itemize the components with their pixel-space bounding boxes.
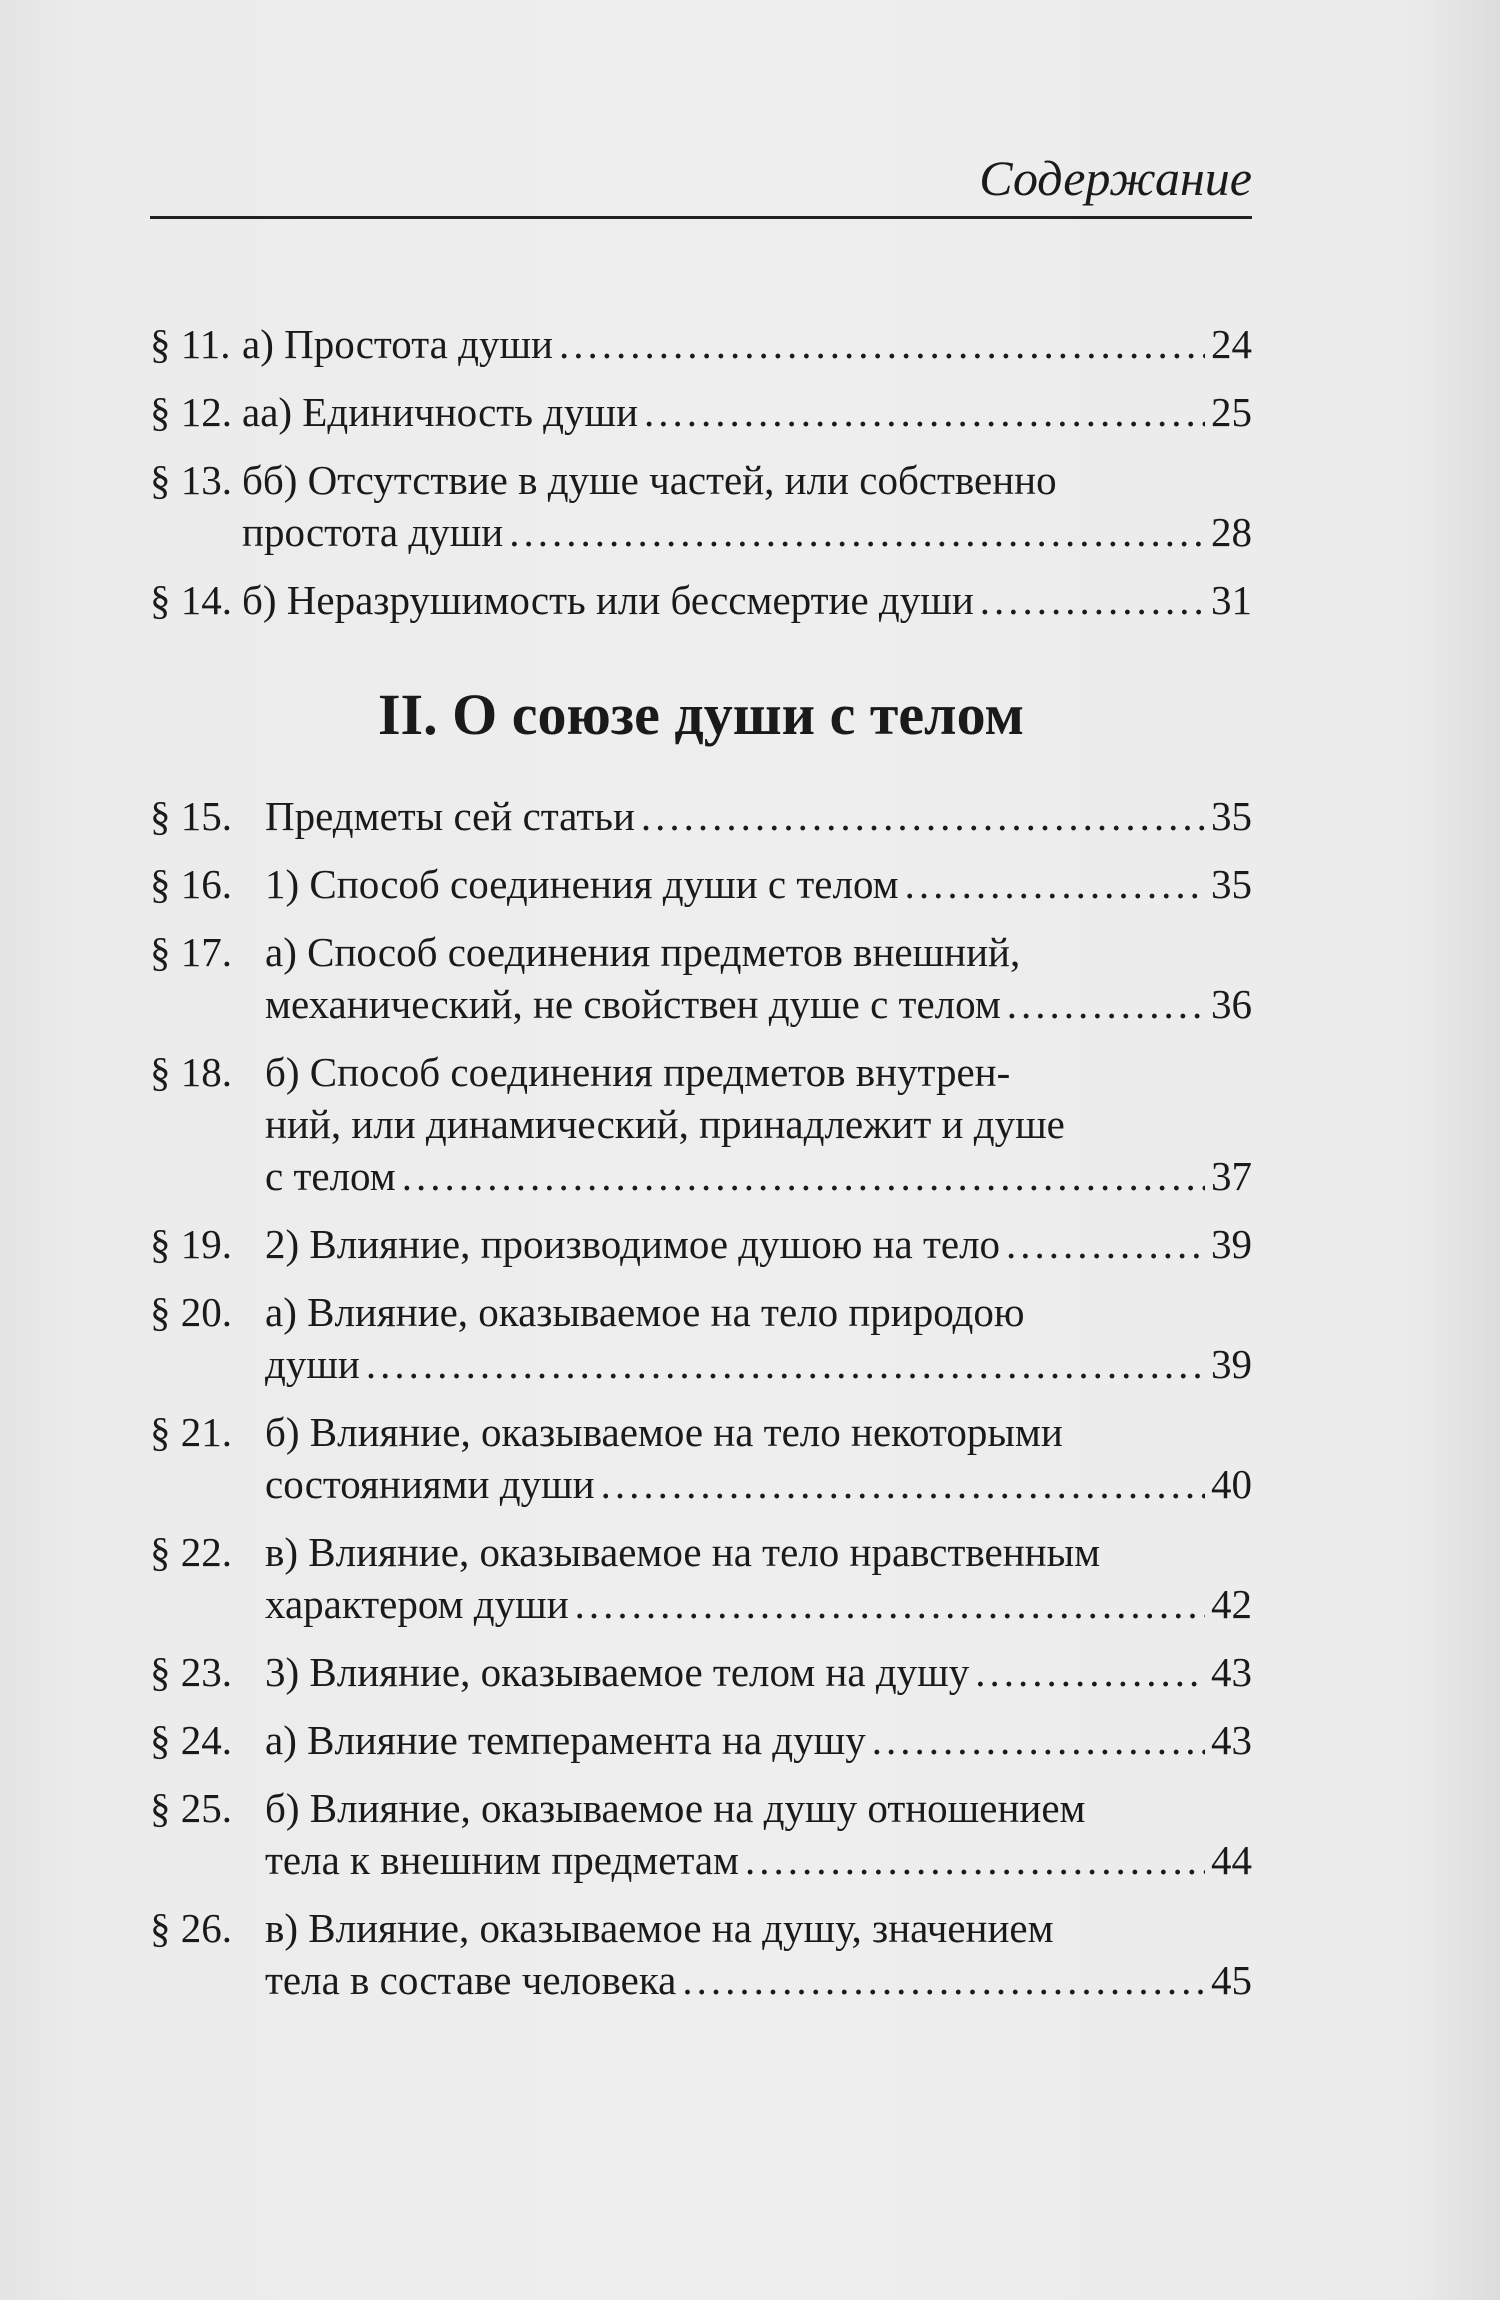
dot-leader — [872, 1714, 1205, 1766]
toc-entry — [150, 318, 1252, 370]
toc-page-number: 24 — [1211, 321, 1252, 367]
toc-entry-title: ний, или динамический, принадлежит и душе — [265, 1101, 1065, 1147]
toc-entry-title: а) Способ соединения предметов внешний, — [265, 929, 1021, 975]
dot-leader — [1007, 978, 1205, 1030]
toc-entry — [150, 1902, 1252, 2006]
dot-leader — [641, 790, 1205, 842]
toc-entry — [150, 1782, 1252, 1886]
dot-leader — [745, 1834, 1205, 1886]
toc-entry-title: души — [265, 1341, 360, 1387]
toc-section-number: § 23. — [150, 1649, 232, 1695]
toc-entry-title: бб) Отсутствие в душе частей, или собственно — [242, 457, 1057, 503]
toc-list-part1 — [150, 318, 1252, 642]
toc-entry-title: 2) Влияние, производимое душою на тело — [265, 1221, 1001, 1267]
toc-section-number: § 17. — [150, 929, 232, 975]
toc-entry — [150, 858, 1252, 910]
toc-entry — [150, 1646, 1252, 1698]
toc-page-number: 36 — [1211, 981, 1252, 1027]
toc-entry-title: 3) Влияние, оказываемое телом на душу — [265, 1649, 970, 1695]
dot-leader — [402, 1150, 1205, 1202]
toc-entry-title: в) Влияние, оказываемое на душу, значением — [265, 1905, 1054, 1951]
toc-entry-title: простота души — [242, 509, 504, 555]
toc-entry-title: в) Влияние, оказываемое на тело нравственным — [265, 1529, 1101, 1575]
dot-leader — [1006, 1218, 1205, 1270]
dot-leader — [509, 506, 1205, 558]
dot-leader — [559, 318, 1205, 370]
toc-entry-title: тела к внешним предметам — [265, 1837, 740, 1883]
toc-page-number: 35 — [1211, 861, 1252, 907]
toc-entry-title: б) Влияние, оказываемое на душу отношением — [265, 1785, 1086, 1831]
toc-page-number: 43 — [1211, 1649, 1252, 1695]
toc-entry-title: а) Влияние темперамента на душу — [265, 1717, 866, 1763]
toc-entry-title: 1) Способ соединения души с телом — [265, 861, 899, 907]
toc-section-number: § 25. — [150, 1785, 232, 1831]
toc-entry-title: с телом — [265, 1153, 396, 1199]
toc-entry — [150, 926, 1252, 1030]
toc-section-number: § 26. — [150, 1905, 232, 1951]
toc-entry-title: характером души — [265, 1581, 569, 1627]
dot-leader — [575, 1578, 1205, 1630]
toc-page-number: 43 — [1211, 1717, 1252, 1763]
toc-entry — [150, 1406, 1252, 1510]
dot-leader — [644, 386, 1205, 438]
toc-section-number: § 14. — [150, 577, 232, 623]
toc-entry-title: а) Влияние, оказываемое на тело природою — [265, 1289, 1025, 1335]
toc-section-number: § 22. — [150, 1529, 232, 1575]
toc-entry — [150, 790, 1252, 842]
toc-entry — [150, 1286, 1252, 1390]
toc-entry — [150, 1714, 1252, 1766]
toc-entry — [150, 1046, 1252, 1202]
toc-entry-title: тела в составе человека — [265, 1957, 677, 2003]
toc-page-number: 39 — [1211, 1221, 1252, 1267]
toc-entry-title: б) Неразрушимость или бессмертие души — [242, 577, 974, 623]
toc-page-number: 45 — [1211, 1957, 1252, 2003]
toc-entry-title: б) Влияние, оказываемое на тело некоторыми — [265, 1409, 1063, 1455]
toc-section-number: § 19. — [150, 1221, 232, 1267]
toc-page-number: 42 — [1211, 1581, 1252, 1627]
toc-entry — [150, 1218, 1252, 1270]
toc-page-number: 25 — [1211, 389, 1252, 435]
toc-entry-title: а) Простота души — [242, 321, 554, 367]
toc-entry — [150, 386, 1252, 438]
dot-leader — [905, 858, 1205, 910]
toc-entry-title: Предметы сей статьи — [265, 793, 635, 839]
toc-section-number: § 15. — [150, 793, 232, 839]
dot-leader — [601, 1458, 1205, 1510]
toc-entry — [150, 574, 1252, 626]
toc-entry — [150, 454, 1252, 558]
dot-leader — [980, 574, 1205, 626]
toc-entry-title: б) Способ соединения предметов внутрен- — [265, 1049, 1011, 1095]
toc-section-number: § 16. — [150, 861, 232, 907]
dot-leader — [682, 1954, 1205, 2006]
dot-leader — [975, 1646, 1205, 1698]
header-rule — [150, 216, 1252, 219]
toc-page-number: 28 — [1211, 509, 1252, 555]
toc-entry-title: аа) Единичность души — [242, 389, 639, 435]
toc-section-number: § 24. — [150, 1717, 232, 1763]
toc-entry-title: состояниями души — [265, 1461, 595, 1507]
toc-section-number: § 21. — [150, 1409, 232, 1455]
toc-page-number: 31 — [1211, 577, 1252, 623]
toc-entry-title: механический, не свойствен душе с телом — [265, 981, 1001, 1027]
toc-section-number: § 11. — [150, 321, 231, 367]
toc-section-number: § 20. — [150, 1289, 232, 1335]
toc-page-number: 39 — [1211, 1341, 1252, 1387]
toc-section-number: § 18. — [150, 1049, 232, 1095]
toc-page-number: 44 — [1211, 1837, 1252, 1883]
toc-page-number: 40 — [1211, 1461, 1252, 1507]
dot-leader — [366, 1338, 1205, 1390]
toc-list-part2 — [150, 790, 1252, 2022]
toc-section-number: § 13. — [150, 457, 232, 503]
toc-page-number: 35 — [1211, 793, 1252, 839]
toc-page-number: 37 — [1211, 1153, 1252, 1199]
toc-entry — [150, 1526, 1252, 1630]
running-head: Содержание — [979, 150, 1252, 206]
toc-section-number: § 12. — [150, 389, 232, 435]
section-heading: II. О союзе души с телом — [377, 682, 1024, 747]
